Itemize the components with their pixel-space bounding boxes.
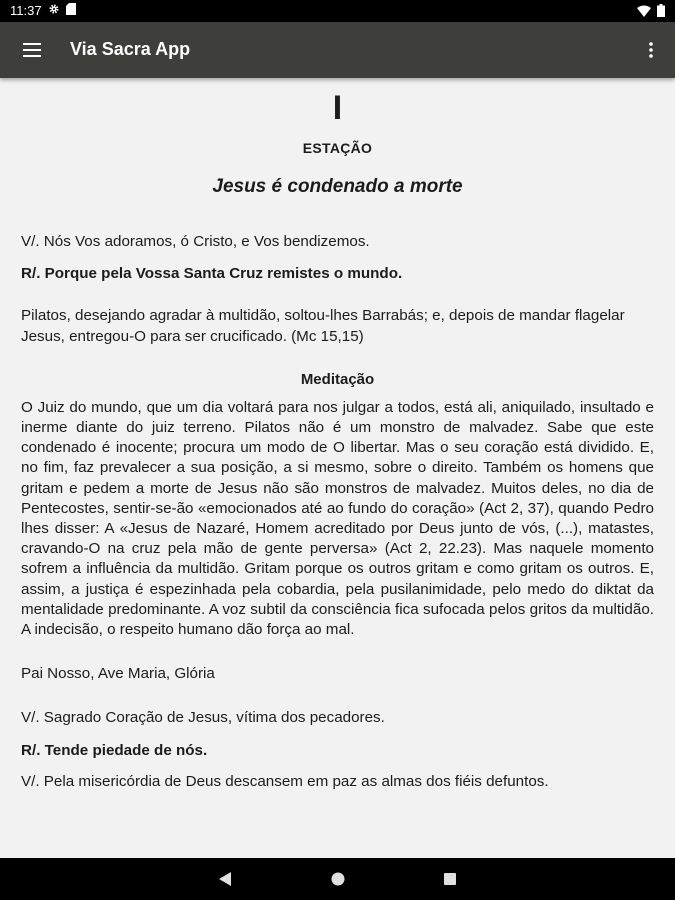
status-right	[637, 4, 665, 20]
scripture-reading: Pilatos, desejando agradar à multidão, soltou-lhes Barrabás; e, depois de mandar flagelar Jesus, entregou-O para ser crucificado. (Mc 15,15)	[21, 307, 625, 345]
overflow-menu-button[interactable]	[641, 36, 661, 64]
gear-icon	[48, 3, 60, 18]
app-title: Via Sacra App	[70, 39, 191, 59]
menu-button[interactable]	[18, 36, 46, 64]
prayers-line: Pai Nosso, Ave Maria, Glória	[21, 665, 215, 683]
station-numeral: I	[332, 89, 343, 127]
hamburger-menu-icon	[23, 43, 41, 57]
status-left	[10, 3, 76, 18]
station-content[interactable]	[0, 78, 675, 858]
recents-square-icon	[443, 872, 457, 886]
closing-versicle: V/. Sagrado Coração de Jesus, vítima dos pecadores.	[21, 709, 385, 727]
status-time: 11:37	[10, 3, 42, 18]
closing-response: R/. Tende piedade de nós.	[21, 741, 208, 759]
back-triangle-icon	[218, 871, 232, 887]
station-title: Jesus é condenado a morte	[212, 176, 463, 197]
home-button[interactable]	[328, 869, 348, 889]
back-button[interactable]	[215, 869, 235, 889]
battery-icon	[657, 4, 665, 20]
recents-button[interactable]	[440, 869, 460, 889]
closing-final-versicle: V/. Pela misericórdia de Deus descansem em paz as almas dos fiéis defuntos.	[21, 772, 549, 790]
app-bar	[0, 22, 675, 78]
opening-versicle: V/. Nós Vos adoramos, ó Cristo, e Vos bendizemos.	[21, 233, 370, 250]
opening-response: R/. Porque pela Vossa Santa Cruz remistes o mundo.	[21, 265, 403, 283]
wifi-icon	[637, 5, 651, 20]
sd-card-icon	[66, 3, 76, 18]
meditation-heading: Meditação	[300, 370, 375, 388]
more-vert-icon	[649, 42, 653, 58]
home-circle-icon	[330, 871, 346, 887]
navigation-bar	[0, 858, 675, 900]
station-label: ESTAÇÃO	[302, 140, 373, 156]
meditation-text: O Juiz do mundo, que um dia voltará para nos julgar a todos, está ali, aniquilado, insultado e inerme diante do juiz terreno. Pilatos não é um monstro de malvadez. Sabe que este condenado é inocente; procura um modo de O libertar. Mas o seu coração está dividido. E, no fim, faz prevalecer a sua posição, a si mesmo, sobre o direito. Também os homens que gritam e pedem a morte de Jesus não são monstros de malvadez. Muitos deles, no dia de Pentecostes, sentir-se-ão «emocionados até ao fundo do coração» (Act 2, 37), quando Pedro lhes disser: A «Jesus de Nazaré, Homem acreditado por Deus junto de vós, (...), matastes, cravando-O na cruz pela mão de gente perversa» (Act 2, 22.23). Mas naquele momento sofrem a influência da multidão. Gritam porque os outros gritam e como gritam os outros. E, assim, a justiça é espezinhada pela cobardia, pela pusilanimidade, pelo medo do diktat da mentalidade predominante. A voz subtil da consciência fica sufocada pelos gritos da multidão. A indecisão, o respeito humano dão força ao mal.	[21, 398, 654, 639]
status-bar	[0, 0, 675, 22]
